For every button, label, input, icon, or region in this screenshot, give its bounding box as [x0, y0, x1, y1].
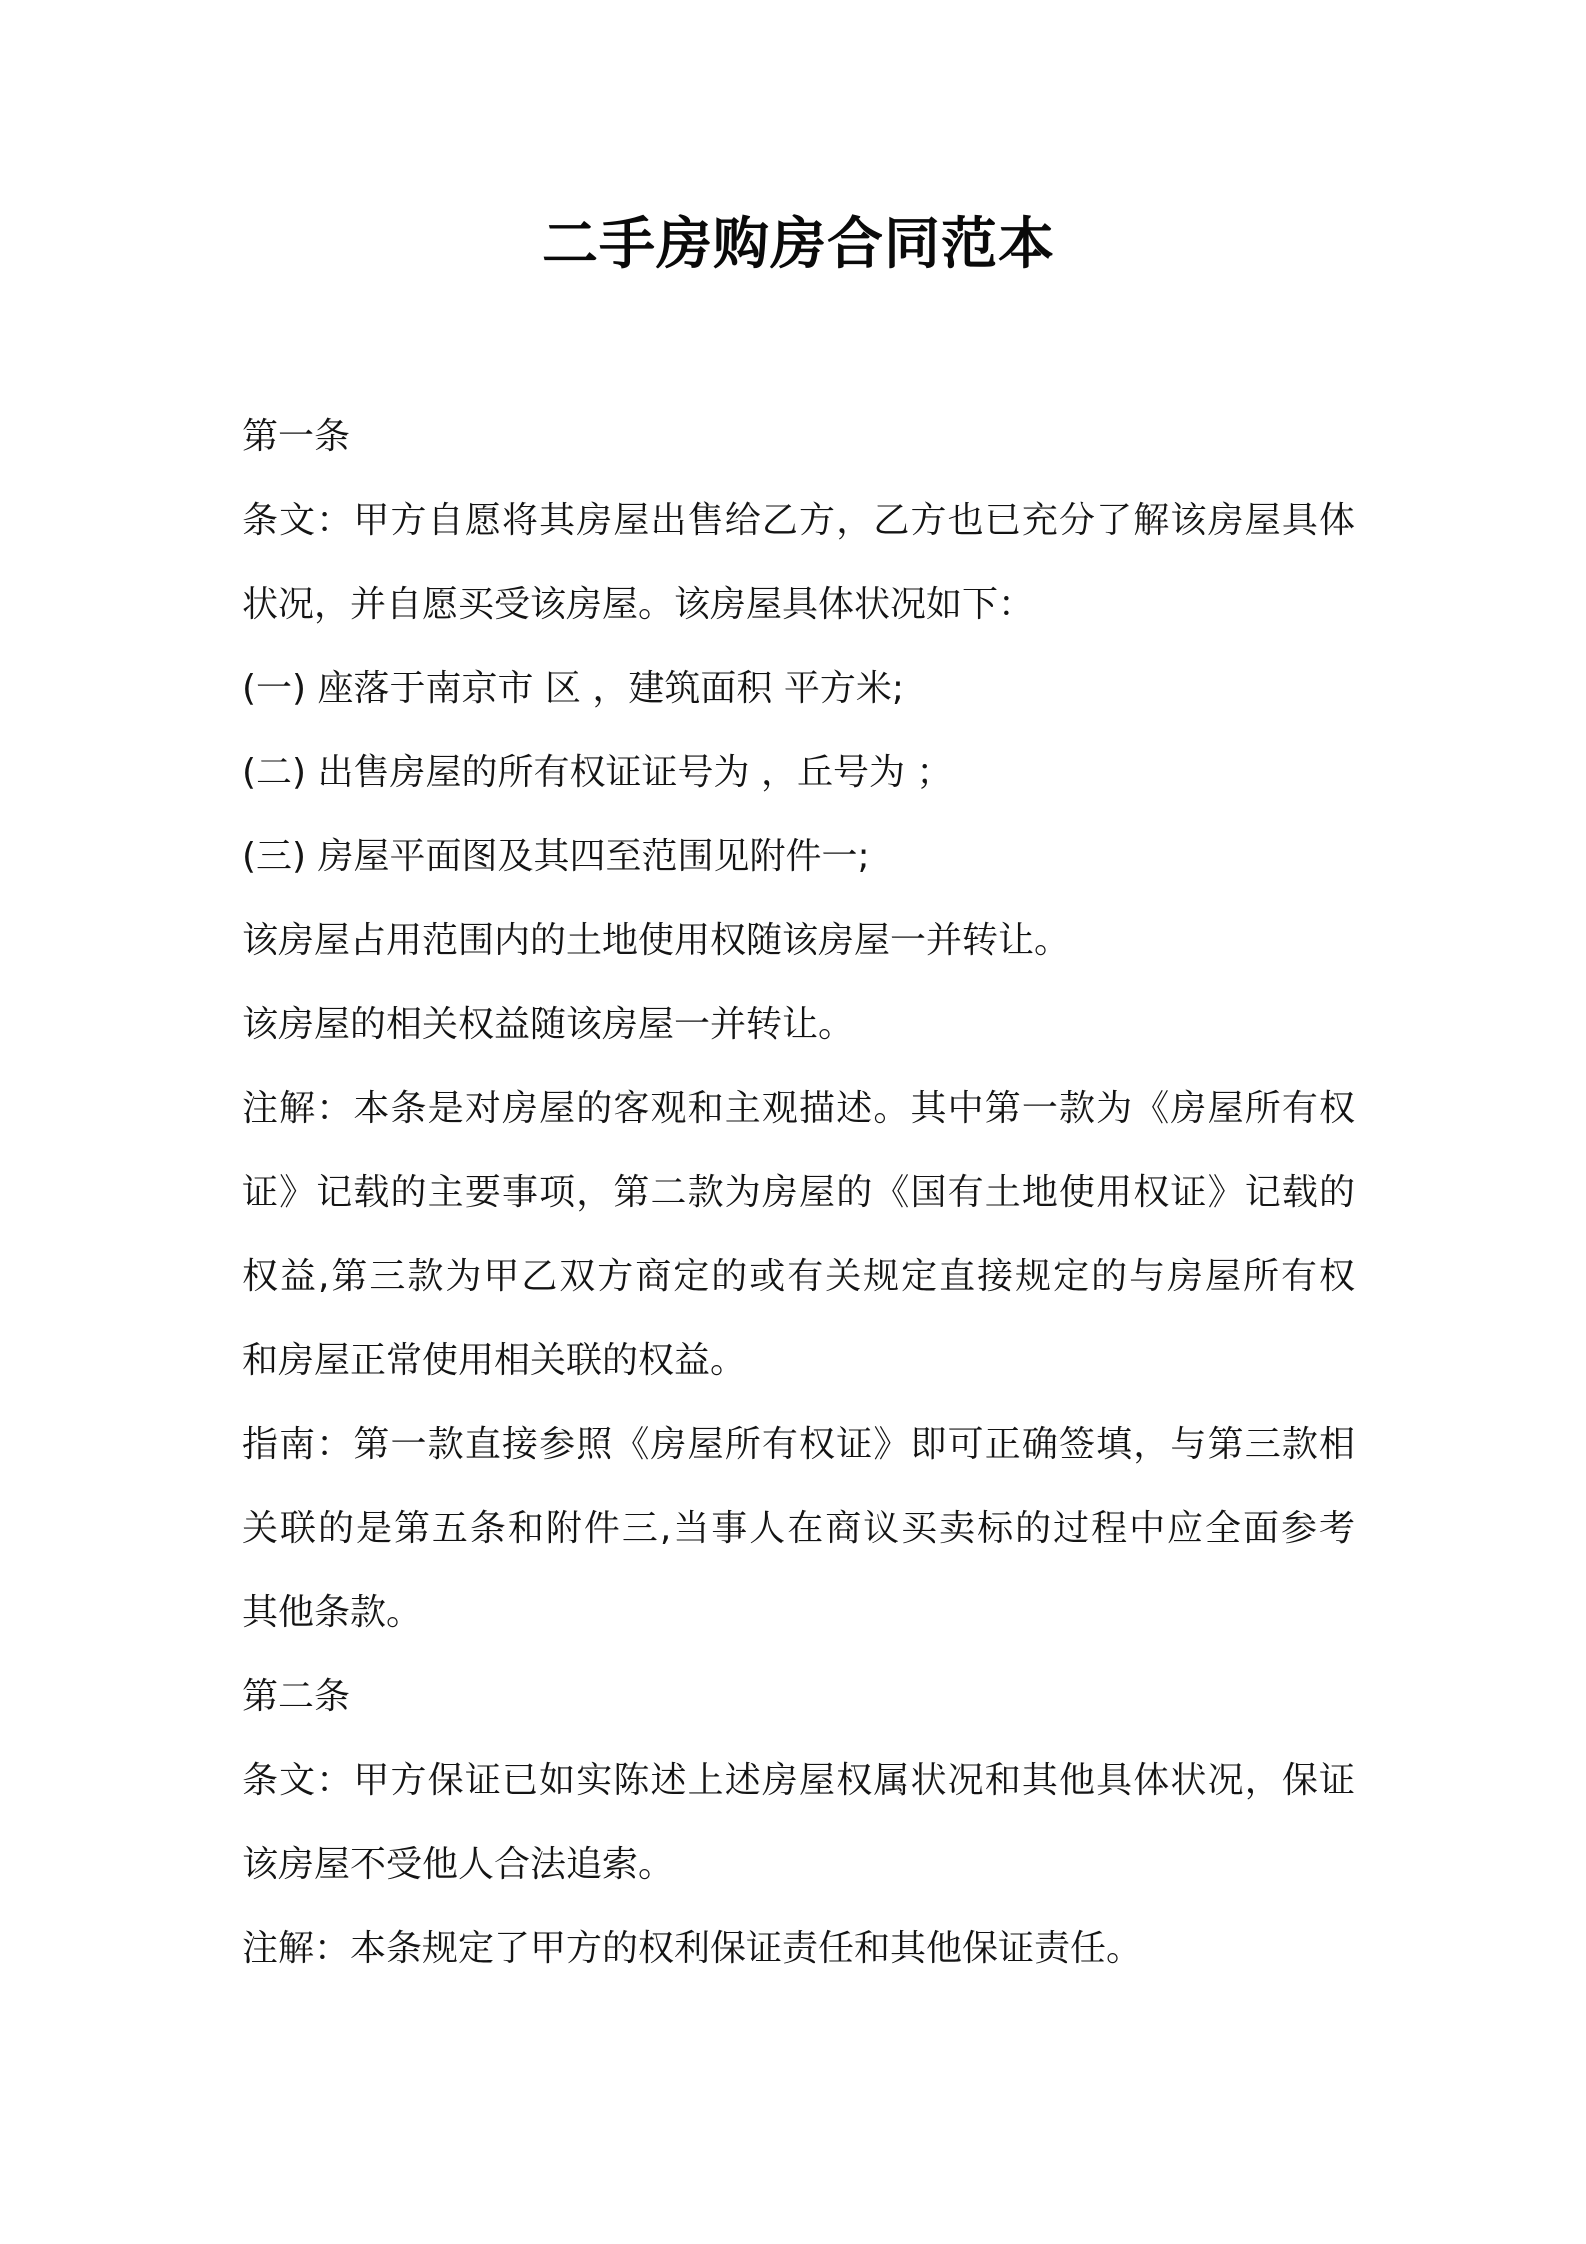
annotation-paragraph — [242, 1907, 1355, 1991]
list-item — [242, 731, 1355, 815]
text-line: 注解：本条规定了甲方的权利保证责任和其他保证责任。 — [242, 1928, 1143, 1969]
text-line: 第一条 — [242, 416, 351, 457]
annotation-paragraph — [242, 1067, 1355, 1403]
text-line: (三) 房屋平面图及其四至范围见附件一; — [242, 836, 870, 877]
document-body — [242, 395, 1355, 1991]
list-item — [242, 647, 1355, 731]
text-line: 其他条款。 — [242, 1592, 423, 1633]
text-line: (二) 出售房屋的所有权证证号为 ，丘号为 ； — [242, 752, 953, 793]
text-line: 状况，并自愿买受该房屋。该房屋具体状况如下： — [242, 584, 1035, 625]
text-line: 该房屋的相关权益随该房屋一并转让。 — [242, 1004, 855, 1045]
guide-paragraph — [242, 1403, 1355, 1655]
paragraph — [242, 899, 1355, 983]
text-line: 该房屋占用范围内的土地使用权随该房屋一并转让。 — [242, 920, 1071, 961]
text-line: 指南：第一款直接参照《房屋所有权证》即可正确签填，与第三款相 — [242, 1424, 1355, 1465]
text-line: 注解：本条是对房屋的客观和主观描述。其中第一款为《房屋所有权 — [242, 1088, 1355, 1129]
text-line: 证》记载的主要事项，第二款为房屋的《国有土地使用权证》记载的 — [242, 1172, 1355, 1213]
article-heading — [242, 1655, 1355, 1739]
text-line: 该房屋不受他人合法追索。 — [242, 1844, 675, 1885]
text-line: 条文：甲方自愿将其房屋出售给乙方，乙方也已充分了解该房屋具体 — [242, 500, 1355, 541]
text-line: 权益,第三款为甲乙双方商定的或有关规定直接规定的与房屋所有权 — [242, 1256, 1355, 1297]
text-line: 关联的是第五条和附件三,当事人在商议买卖标的过程中应全面参考 — [242, 1508, 1355, 1549]
text-line: 条文：甲方保证已如实陈述上述房屋权属状况和其他具体状况，保证 — [242, 1760, 1355, 1801]
list-item — [242, 815, 1355, 899]
article-clause-paragraph — [242, 1739, 1355, 1907]
article-clause-paragraph — [242, 479, 1355, 647]
article-heading — [242, 395, 1355, 479]
document-title: 二手房购房合同范本 — [542, 212, 1055, 277]
text-line: (一) 座落于南京市 区 ，建筑面积 平方米; — [242, 668, 904, 709]
text-line: 和房屋正常使用相关联的权益。 — [242, 1340, 747, 1381]
paragraph — [242, 983, 1355, 1067]
text-line: 第二条 — [242, 1676, 351, 1717]
